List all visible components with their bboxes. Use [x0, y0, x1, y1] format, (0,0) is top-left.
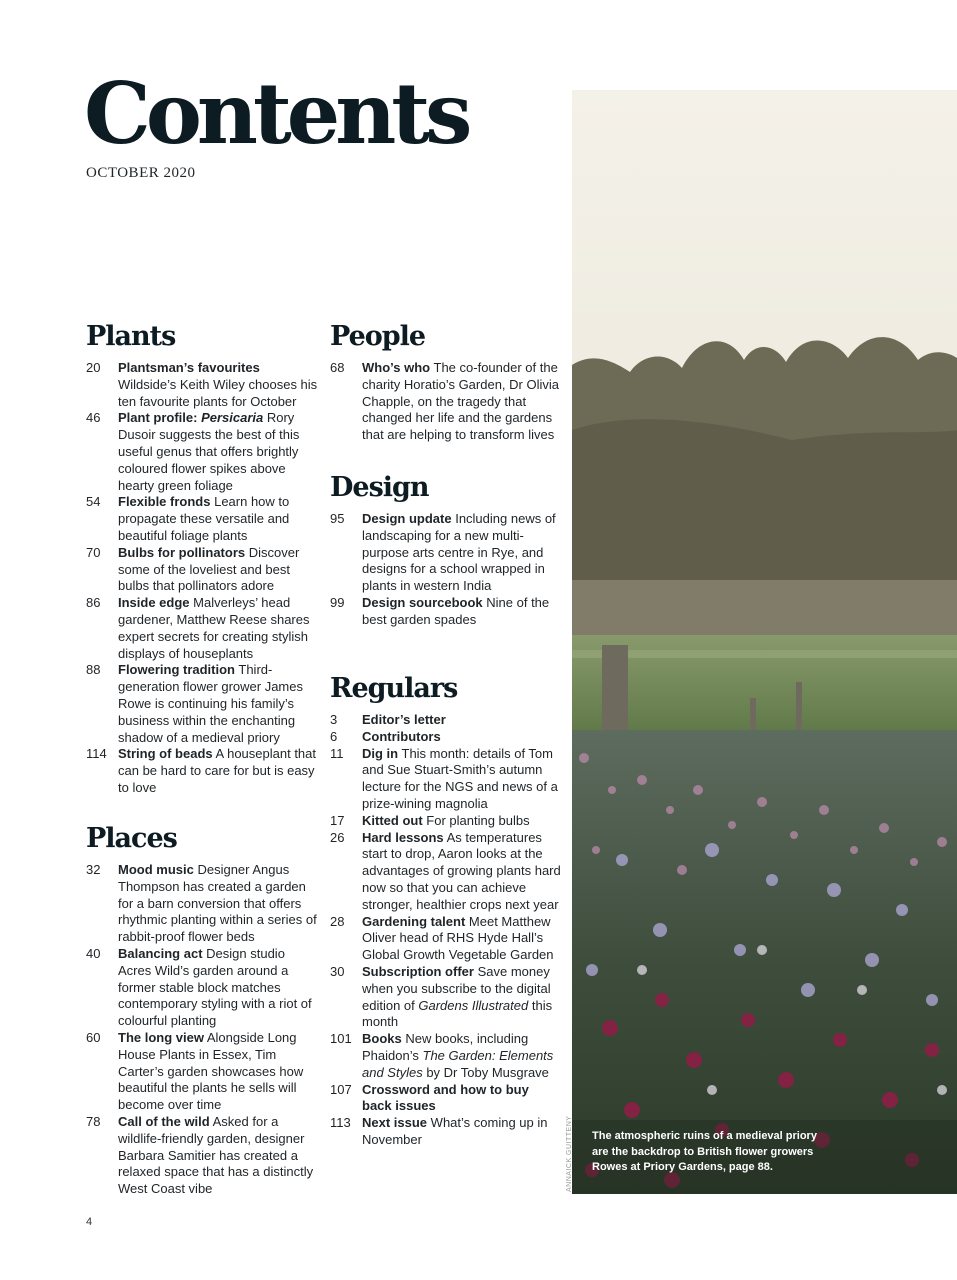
- entry-headline: Editor’s letter: [362, 712, 446, 727]
- contents-entry[interactable]: [86, 746, 318, 796]
- entry-page-number: 28: [330, 913, 345, 929]
- entry-text: [362, 964, 562, 1031]
- contents-entry[interactable]: [330, 729, 562, 746]
- entry-headline: Call of the wild: [118, 1113, 210, 1129]
- entry-page-number: 88: [86, 662, 101, 678]
- photo-credit: ANNAICK GUITTENY: [566, 1115, 573, 1192]
- entry-text: [118, 494, 318, 544]
- contents-entry[interactable]: [330, 813, 562, 830]
- entry-headline: String of beads: [118, 746, 213, 762]
- entry-headline: Who’s who: [362, 360, 431, 375]
- entry-text: [362, 712, 562, 729]
- page-title: Contents: [84, 64, 468, 163]
- entry-text: [362, 729, 562, 746]
- entry-page-number: 30: [330, 963, 345, 979]
- entry-text: [362, 1031, 562, 1081]
- entry-text: [118, 595, 318, 662]
- contents-entry[interactable]: [330, 360, 562, 444]
- entry-page-number: 68: [330, 360, 345, 375]
- entry-text: [118, 1114, 318, 1198]
- contents-entry[interactable]: [330, 1031, 562, 1081]
- contents-entry[interactable]: [86, 595, 318, 662]
- contents-entry[interactable]: [86, 862, 318, 946]
- entry-page-number: 114: [86, 746, 107, 762]
- entry-headline: Contributors: [362, 728, 441, 744]
- entry-page-number: 6: [330, 728, 338, 744]
- entry-text: [118, 862, 318, 946]
- entry-text: [118, 662, 318, 746]
- contents-entry[interactable]: [330, 1082, 562, 1116]
- entry-headline: Flowering tradition: [118, 662, 235, 678]
- entry-headline: Dig in: [362, 745, 399, 761]
- entry-headline: Design update: [362, 511, 452, 526]
- entry-text: [118, 410, 318, 494]
- entry-text: [118, 360, 318, 410]
- entry-page-number: 11: [330, 745, 344, 761]
- entry-text: [118, 746, 318, 796]
- entry-page-number: 107: [330, 1081, 352, 1097]
- entry-page-number: 99: [330, 594, 345, 610]
- section-heading: Design: [330, 472, 429, 503]
- contents-entry[interactable]: [86, 360, 318, 410]
- entry-description: New books, including Phaidon’s: [362, 1031, 529, 1063]
- entry-page-number: 60: [86, 1029, 101, 1045]
- entry-text: [362, 914, 562, 964]
- entry-description: This month: details of Tom and Sue Stuart-Smith’s autumn lecture for the NGS and news of a prize-wining magnolia: [362, 745, 558, 811]
- entry-description: Malverleys’ head gardener, Matthew Reese shares expert secrets for creating stylish displays of houseplants: [118, 595, 310, 661]
- entry-text: [362, 595, 562, 629]
- contents-entry[interactable]: [330, 712, 562, 729]
- entry-description: Nine of the best garden spades: [362, 594, 550, 627]
- section-places: [86, 822, 318, 1198]
- entry-headline: The long view: [118, 1029, 204, 1045]
- contents-entry[interactable]: [330, 511, 562, 595]
- garden-photo: [572, 90, 957, 1194]
- section-design: [330, 471, 562, 629]
- entry-description: Including news of landscaping for a new multi-purpose arts centre in Rye, and designs for a school wrapped in plants in western India: [362, 511, 556, 594]
- entry-headline: Plantsman’s favourites: [118, 360, 260, 375]
- entry-description: Asked for a wildlife-friendly garden, designer Barbara Samitier has created a relaxed space that has a distinctly West Coast vibe: [118, 1113, 314, 1197]
- entry-description: Design studio Acres Wild’s garden around a former stable block matches contemporary styling with a riot of colourful planting: [118, 945, 312, 1029]
- page-number: 4: [86, 1216, 93, 1228]
- contents-entry[interactable]: [330, 746, 562, 813]
- entry-description: A houseplant that can be hard to care for but is easy to love: [118, 746, 317, 795]
- section-heading: Plants: [86, 321, 176, 352]
- entry-description: Save money when you subscribe to the digital edition of: [362, 963, 551, 1013]
- entry-description: The co-founder of the charity Horatio’s Garden, Dr Olivia Chapple, on the tragedy that changed her life and the gardens that are helping to transform lives: [362, 360, 559, 443]
- entry-text: [118, 946, 318, 1030]
- entry-page-number: 3: [330, 712, 338, 727]
- entry-headline: Mood music: [118, 862, 194, 877]
- contents-entry[interactable]: [86, 662, 318, 746]
- entry-headline: Subscription offer: [362, 963, 474, 979]
- entry-page-number: 86: [86, 595, 101, 611]
- entry-description: As temperatures start to drop, Aaron looks at the advantages of growing plants hard now so that you can achieve stronger, healthier crops next year: [362, 829, 561, 912]
- entry-description-end: this month: [362, 997, 553, 1030]
- entry-page-number: 95: [330, 511, 345, 526]
- entry-description-end: by Dr Toby Musgrave: [426, 1064, 549, 1080]
- entry-description: Designer Angus Thompson has created a garden for a barn conversion that offers rhythmic planting within a series of rabbit-proof flower beds: [118, 862, 317, 945]
- entry-page-number: 78: [86, 1113, 101, 1129]
- contents-entry[interactable]: [330, 595, 562, 629]
- entry-headline: Gardening talent: [362, 913, 466, 929]
- entry-page-number: 70: [86, 544, 101, 560]
- entry-description: For planting bulbs: [426, 812, 530, 828]
- issue-date: OCTOBER 2020: [86, 165, 196, 181]
- entry-headline: Flexible fronds: [118, 494, 211, 510]
- entry-page-number: 46: [86, 410, 101, 426]
- entry-description: Third-generation flower grower James Rowe is continuing his family’s business within the enchanting shadow of a medieval priory: [118, 662, 303, 745]
- entry-description: Rory Dusoir suggests the best of this useful genus that offers brightly coloured flower spikes above hearty green foliage: [118, 410, 300, 493]
- entry-headline-italic: Persicaria: [201, 410, 264, 426]
- entry-description: Discover some of the loveliest and best bulbs that pollinators adore: [118, 544, 300, 594]
- contents-entry[interactable]: [86, 1114, 318, 1198]
- entry-description: Alongside Long House Plants in Essex, Tim Carter’s garden showcases how beautiful the plants he sells will become over time: [118, 1029, 304, 1113]
- entry-headline: Kitted out: [362, 812, 423, 828]
- contents-entry[interactable]: [330, 914, 562, 964]
- entry-page-number: 20: [86, 360, 101, 375]
- section-plants: [86, 320, 318, 797]
- entry-text: [362, 1082, 562, 1116]
- entry-text: [118, 1030, 318, 1114]
- section-heading: Regulars: [330, 673, 458, 704]
- entry-headline: Crossword and how to buy back issues: [362, 1081, 529, 1114]
- entry-description: What’s coming up in November: [362, 1115, 548, 1147]
- entry-headline: Design sourcebook: [362, 594, 483, 610]
- entry-page-number: 54: [86, 494, 101, 510]
- section-heading: Places: [86, 823, 177, 854]
- entry-page-number: 32: [86, 862, 101, 877]
- entry-text: [362, 1115, 562, 1149]
- entry-description-italic: The Garden: Elements and Styles: [362, 1047, 554, 1080]
- entry-page-number: 101: [330, 1031, 352, 1047]
- entry-page-number: 40: [86, 945, 101, 961]
- entry-description-italic: Gardens Illustrated: [418, 997, 529, 1013]
- contents-entry[interactable]: [330, 830, 562, 914]
- section-heading: People: [330, 321, 426, 352]
- entry-headline: Inside edge: [118, 595, 190, 611]
- entry-text: [362, 830, 562, 914]
- entry-text: [118, 545, 318, 595]
- contents-entry[interactable]: [330, 964, 562, 1031]
- entry-headline: Next issue: [362, 1115, 428, 1131]
- entry-description: Meet Matthew Oliver head of RHS Hyde Hall’s Global Growth Vegetable Garden: [362, 913, 554, 963]
- entry-headline: Bulbs for pollinators: [118, 544, 246, 560]
- contents-entry[interactable]: [86, 545, 318, 595]
- entry-headline: Plant profile:: [118, 410, 202, 426]
- entry-headline: Books: [362, 1031, 402, 1047]
- section-regulars: [330, 672, 562, 1149]
- entry-text: [362, 746, 562, 813]
- photo-caption: The atmospheric ruins of a medieval priory are the backdrop to British flower growers Rowes at Priory Gardens, page 88.: [592, 1130, 817, 1173]
- entry-headline: Hard lessons: [362, 829, 444, 845]
- entry-text: [362, 813, 562, 830]
- contents-entry[interactable]: [86, 410, 318, 494]
- contents-entry[interactable]: [86, 494, 318, 544]
- section-people: [330, 320, 562, 444]
- entry-page-number: 17: [330, 812, 345, 828]
- contents-entry[interactable]: [330, 1115, 562, 1149]
- entry-page-number: 26: [330, 829, 345, 845]
- entry-headline: Balancing act: [118, 945, 203, 961]
- entry-page-number: 113: [330, 1115, 351, 1131]
- entry-description: Wildside’s Keith Wiley chooses his ten favourite plants for October: [118, 376, 318, 409]
- entry-text: [362, 360, 562, 444]
- entry-text: [362, 511, 562, 595]
- contents-entry[interactable]: [86, 1030, 318, 1114]
- entry-description: Learn how to propagate these versatile and beautiful foliage plants: [118, 494, 290, 543]
- contents-entry[interactable]: [86, 946, 318, 1030]
